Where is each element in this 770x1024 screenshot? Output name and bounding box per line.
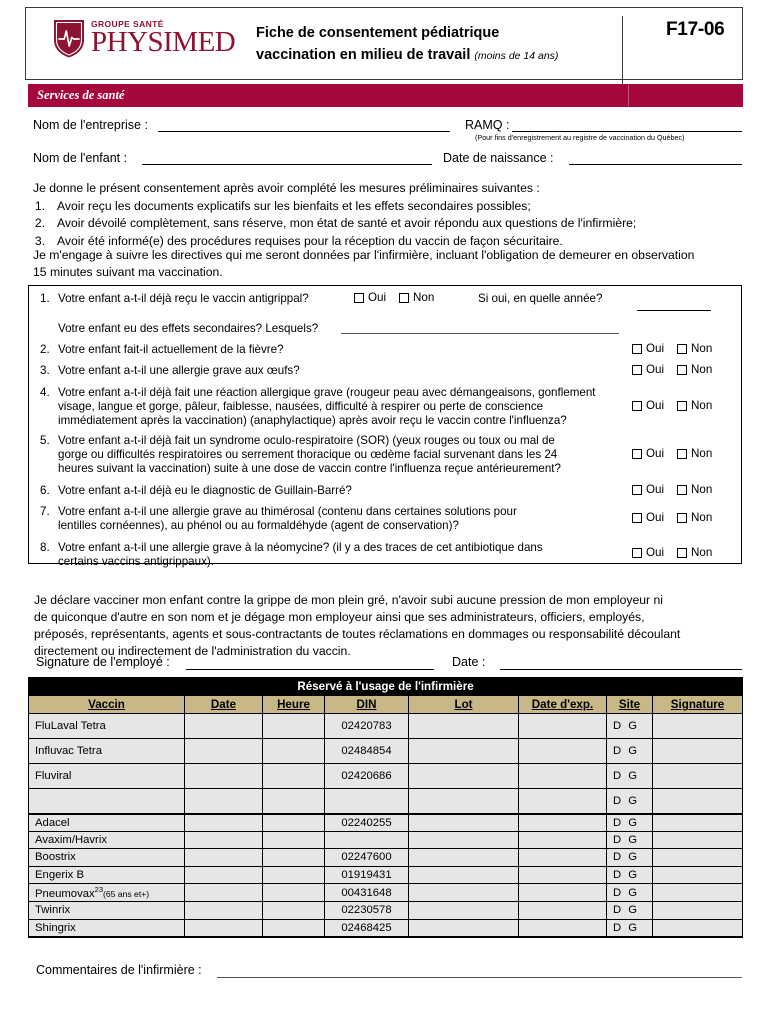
question-8-yes-checkbox[interactable]	[632, 548, 642, 558]
row-signature-cell[interactable]	[653, 739, 743, 764]
row-lot-cell[interactable]	[409, 884, 519, 902]
table-row	[29, 764, 743, 789]
row-heure-cell[interactable]	[263, 814, 325, 832]
row-din-value: 02230578	[325, 901, 409, 919]
row-date-cell[interactable]	[185, 849, 263, 867]
row-heure-cell[interactable]	[263, 866, 325, 884]
consent-item-number: 3.	[34, 233, 45, 248]
header-divider	[622, 16, 623, 88]
row-site-value[interactable]: D G	[607, 831, 653, 849]
row-heure-cell[interactable]	[263, 901, 325, 919]
nurse-comments-input[interactable]	[217, 977, 742, 978]
banner-tick-divider	[628, 85, 629, 106]
row-vaccin-name-pneumovax	[29, 884, 185, 902]
question-2-yes-checkbox[interactable]	[632, 344, 642, 354]
question-3-number: 3.	[40, 364, 50, 377]
question-8-number: 8.	[40, 541, 50, 554]
row-dateexp-cell[interactable]	[519, 919, 607, 937]
row-heure-cell[interactable]	[263, 919, 325, 937]
row-din-value[interactable]	[325, 831, 409, 849]
row-signature-cell[interactable]	[653, 884, 743, 902]
row-date-cell[interactable]	[185, 739, 263, 764]
question-5-no-checkbox[interactable]	[677, 449, 687, 459]
row-din-value[interactable]	[325, 789, 409, 814]
question-5-line1: Votre enfant a-t-il déjà fait un syndrome oculo-respiratoire (SOR) (yeux rouges ou toux ou mal de	[58, 434, 555, 447]
row-site-value[interactable]: D G	[607, 814, 653, 832]
row-lot-cell[interactable]	[409, 764, 519, 789]
question-7-no-label: Non	[691, 511, 713, 524]
question-7-answer-group[interactable]	[632, 511, 712, 524]
question-5-number: 5.	[40, 434, 50, 447]
question-4-yes-checkbox[interactable]	[632, 401, 642, 411]
consent-item-number: 1.	[34, 199, 45, 213]
question-8-no-checkbox[interactable]	[677, 548, 687, 558]
question-4-no-label: Non	[691, 399, 713, 412]
row-vaccin-name: Twinrix	[29, 901, 185, 919]
question-4-no-checkbox[interactable]	[677, 401, 687, 411]
ramq-note: (Pour fins d'enregistrement au registre de vaccination du Québec)	[475, 133, 685, 142]
question-6-no-label: Non	[691, 483, 713, 496]
table-row	[29, 831, 743, 849]
signature-date-label: Date :	[452, 655, 486, 669]
question-3-no-label: Non	[691, 363, 713, 376]
question-2-number: 2.	[40, 343, 50, 356]
col-header-date: Date	[185, 696, 263, 714]
consent-intro: Je donne le présent consentement après avoir complété les mesures préliminaires suivantes :	[33, 181, 540, 195]
question-4-answer-group[interactable]	[632, 399, 712, 412]
ramq-label: RAMQ :	[465, 118, 510, 132]
row-dateexp-cell[interactable]	[519, 764, 607, 789]
signature-date-input[interactable]	[500, 669, 742, 670]
question-7-no-checkbox[interactable]	[677, 513, 687, 523]
row-dateexp-cell[interactable]	[519, 714, 607, 739]
row-site-value[interactable]: D G	[607, 884, 653, 902]
row-date-cell[interactable]	[185, 901, 263, 919]
row-date-cell[interactable]	[185, 866, 263, 884]
col-header-din: DIN	[325, 696, 409, 714]
logo-tagline: GROUPE SANTÉ	[91, 18, 164, 29]
table-row	[29, 901, 743, 919]
row-date-cell[interactable]	[185, 884, 263, 902]
table-row	[29, 739, 743, 764]
birth-date-input[interactable]	[569, 164, 742, 165]
consent-item-text: Avoir été informé(e) des procédures requises pour la réception du vaccin de façon sécuritaire.	[57, 233, 563, 248]
row-date-cell[interactable]	[185, 831, 263, 849]
col-header-lot: Lot	[409, 696, 519, 714]
form-title-line2: vaccination en milieu de travail	[256, 47, 471, 64]
row-site-value[interactable]: D G	[607, 849, 653, 867]
row-lot-cell[interactable]	[409, 849, 519, 867]
row-signature-cell[interactable]	[653, 831, 743, 849]
question-1-side-effects-input[interactable]	[341, 333, 619, 334]
row-date-cell[interactable]	[185, 789, 263, 814]
question-3-no-checkbox[interactable]	[677, 365, 687, 375]
question-5-yes-checkbox[interactable]	[632, 449, 642, 459]
question-2-answer-group[interactable]	[632, 342, 712, 355]
question-7-line2: lentilles cornéennes), au phénol ou au formaldéhyde (agent de conservation)?	[58, 519, 459, 532]
row-site-value[interactable]: D G	[607, 901, 653, 919]
nurse-comments-label: Commentaires de l'infirmière :	[36, 963, 202, 977]
question-8-line1: Votre enfant a-t-il une allergie grave à la néomycine? (il y a des traces de cet antibiotique dans	[58, 541, 543, 554]
question-4-line1: Votre enfant a-t-il déjà fait une réaction allergique grave (rougeur peau avec démangeaisons, gonflement	[58, 386, 596, 399]
col-header-heure: Heure	[263, 696, 325, 714]
row-din-value: 02420686	[325, 764, 409, 789]
question-6-answer-group[interactable]	[632, 483, 712, 496]
row-date-cell[interactable]	[185, 714, 263, 739]
row-dateexp-cell[interactable]	[519, 789, 607, 814]
row-din-value: 02468425	[325, 919, 409, 937]
question-5-line2: gorge ou difficultés respiratoires ou serrement thoracique ou œdème facial survenant dans les 24	[58, 448, 558, 461]
consent-item-text: Avoir dévoilé complètement, sans réserve, mon état de santé et avoir répondu aux questions de l'infirmière;	[57, 216, 637, 231]
row-site-value[interactable]: D G	[607, 866, 653, 884]
row-dateexp-cell[interactable]	[519, 814, 607, 832]
row-dateexp-cell[interactable]	[519, 849, 607, 867]
table-row	[29, 884, 743, 902]
consent-engagement-line2: 15 minutes suivant ma vaccination.	[33, 265, 223, 279]
question-4-yes-label: Oui	[646, 399, 665, 412]
row-heure-cell[interactable]	[263, 764, 325, 789]
question-5-answer-group[interactable]	[632, 447, 712, 460]
row-signature-cell[interactable]	[653, 901, 743, 919]
row-heure-cell[interactable]	[263, 739, 325, 764]
question-4-line2: visage, langue et gorge, pâleur, faiblesse, nausées, difficulté à respirer ou perte de conscience	[58, 400, 544, 413]
question-6-yes-label: Oui	[646, 483, 665, 496]
row-din-value: 00431648	[325, 884, 409, 902]
row-vaccin-name: Fluviral	[29, 764, 185, 789]
row-signature-cell[interactable]	[653, 764, 743, 789]
question-2-no-label: Non	[691, 342, 713, 355]
child-name-input[interactable]	[142, 164, 432, 165]
question-5-line3: heures suivant la vaccination) suite à une dose de vaccin contre l'influenza reçue antérieurement?	[58, 462, 561, 475]
question-8-no-label: Non	[691, 546, 713, 559]
question-1-number: 1.	[40, 292, 50, 305]
child-name-label: Nom de l'enfant :	[33, 151, 128, 165]
row-dateexp-cell[interactable]	[519, 901, 607, 919]
row-lot-cell[interactable]	[409, 739, 519, 764]
physimed-logo	[52, 18, 235, 59]
row-site-value[interactable]: D G	[607, 789, 653, 814]
consent-list-item	[33, 215, 733, 232]
question-6-no-checkbox[interactable]	[677, 485, 687, 495]
pneumovax-note: (65 ans et+)	[103, 889, 150, 900]
consent-engagement-line1: Je m'engage à suivre les directives qui me seront données par l'infirmière, incluant l'obligation de demeurer en observation	[33, 248, 695, 262]
form-code: F17-06	[666, 19, 725, 40]
table-row	[29, 866, 743, 884]
row-vaccin-name: Avaxim/Havrix	[29, 831, 185, 849]
question-1-yes-label: Oui	[368, 291, 387, 304]
row-dateexp-cell[interactable]	[519, 866, 607, 884]
question-2-no-checkbox[interactable]	[677, 344, 687, 354]
pneumovax-superscript: 23	[94, 885, 103, 895]
ramq-input[interactable]	[512, 131, 742, 132]
row-lot-cell[interactable]	[409, 831, 519, 849]
row-vaccin-name: Boostrix	[29, 849, 185, 867]
form-title-subnote: (moins de 14 ans)	[474, 50, 559, 63]
declaration-line4: directement ou indirectement de l'administration du vaccin.	[34, 644, 351, 658]
birth-date-label: Date de naissance :	[443, 151, 554, 165]
header-box	[25, 7, 743, 80]
row-signature-cell[interactable]	[653, 789, 743, 814]
table-row	[29, 789, 743, 814]
col-header-vaccin: Vaccin	[29, 696, 185, 714]
services-banner-label: Services de santé	[37, 88, 125, 102]
row-lot-cell[interactable]	[409, 789, 519, 814]
consent-list-item	[33, 198, 733, 215]
nurse-table-banner-row	[29, 678, 743, 696]
question-3-yes-checkbox[interactable]	[632, 365, 642, 375]
col-header-signature: Signature	[653, 696, 743, 714]
row-heure-cell[interactable]	[263, 831, 325, 849]
form-title-line1: Fiche de consentement pédiatrique	[256, 25, 500, 41]
declaration-line3: préposés, représentants, agents et sous-contractants de toutes réclamations en dommages ou responsabilité découlant	[34, 627, 681, 641]
row-lot-cell[interactable]	[409, 714, 519, 739]
row-heure-cell[interactable]	[263, 849, 325, 867]
row-vaccin-name: Adacel	[29, 814, 185, 832]
question-8-yes-label: Oui	[646, 546, 665, 559]
question-6-number: 6.	[40, 484, 50, 497]
declaration-line2: de quiconque d'autre en son nom et je dégage mon employeur ainsi que ses administrateurs, officiers, employés,	[34, 610, 645, 624]
row-signature-cell[interactable]	[653, 919, 743, 937]
services-banner	[28, 84, 743, 107]
question-1-answer-group[interactable]	[354, 291, 434, 304]
question-2-text: Votre enfant fait-il actuellement de la fièvre?	[58, 343, 284, 356]
row-vaccin-name: Shingrix	[29, 919, 185, 937]
col-header-date-exp: Date d'exp.	[519, 696, 607, 714]
consent-list	[33, 198, 733, 250]
question-8-line2: certains vaccins antigrippaux).	[58, 555, 214, 568]
form-title	[256, 22, 626, 67]
row-vaccin-name: FluLaval Tetra	[29, 714, 185, 739]
col-header-site: Site	[607, 696, 653, 714]
question-4-line3: immédiatement après la vaccination) (anaphylactique) après avoir reçu le vaccin contre l'influenza?	[58, 414, 567, 427]
row-site-value[interactable]: D G	[607, 714, 653, 739]
consent-item-text: Avoir reçu les documents explicatifs sur les bienfaits et les effets secondaires possibles;	[57, 199, 531, 213]
question-1-yes-checkbox[interactable]	[354, 293, 364, 303]
row-signature-cell[interactable]	[653, 849, 743, 867]
row-lot-cell[interactable]	[409, 814, 519, 832]
row-date-cell[interactable]	[185, 919, 263, 937]
question-1-no-label: Non	[413, 291, 435, 304]
question-1-year-label: Si oui, en quelle année?	[478, 292, 603, 305]
question-3-text: Votre enfant a-t-il une allergie grave aux œufs?	[58, 364, 300, 377]
employee-signature-input[interactable]	[186, 669, 434, 670]
row-lot-cell[interactable]	[409, 901, 519, 919]
row-date-cell[interactable]	[185, 764, 263, 789]
nurse-table-banner: Réservé à l'usage de l'infirmière	[29, 678, 743, 696]
question-7-line1: Votre enfant a-t-il une allergie grave au thimérosal (contenu dans certaines solutions pour	[58, 505, 517, 518]
table-row	[29, 849, 743, 867]
question-5-yes-label: Oui	[646, 447, 665, 460]
row-din-value: 02484854	[325, 739, 409, 764]
question-1-side-effects-label: Votre enfant eu des effets secondaires? Lesquels?	[58, 322, 319, 335]
employee-signature-label: Signature de l'employé :	[36, 655, 170, 669]
row-site-value[interactable]: D G	[607, 764, 653, 789]
question-8-answer-group[interactable]	[632, 546, 712, 559]
company-name-label: Nom de l'entreprise :	[33, 118, 148, 132]
row-site-value[interactable]: D G	[607, 739, 653, 764]
question-3-yes-label: Oui	[646, 363, 665, 376]
question-1-text: Votre enfant a-t-il déjà reçu le vaccin antigrippal?	[58, 292, 309, 305]
question-6-yes-checkbox[interactable]	[632, 485, 642, 495]
pneumovax-name: Pneumovax	[35, 888, 95, 901]
question-2-yes-label: Oui	[646, 342, 665, 355]
row-heure-cell[interactable]	[263, 884, 325, 902]
question-6-text: Votre enfant a-t-il déjà eu le diagnostic de Guillain-Barré?	[58, 484, 352, 497]
row-heure-cell[interactable]	[263, 714, 325, 739]
question-1-year-input[interactable]	[637, 310, 711, 311]
table-row	[29, 714, 743, 739]
table-row	[29, 814, 743, 832]
row-lot-cell[interactable]	[409, 866, 519, 884]
nurse-table-header-row	[29, 696, 743, 714]
table-row	[29, 919, 743, 937]
question-7-yes-label: Oui	[646, 511, 665, 524]
row-dateexp-cell[interactable]	[519, 739, 607, 764]
row-dateexp-cell[interactable]	[519, 884, 607, 902]
row-din-value: 02420783	[325, 714, 409, 739]
company-name-input[interactable]	[158, 131, 450, 132]
row-signature-cell[interactable]	[653, 866, 743, 884]
declaration-line1: Je déclare vacciner mon enfant contre la grippe de mon plein gré, n'avoir subi aucune pression de mon employeur ni	[34, 593, 663, 607]
question-3-answer-group[interactable]	[632, 363, 712, 376]
question-4-number: 4.	[40, 386, 50, 399]
row-signature-cell[interactable]	[653, 814, 743, 832]
row-lot-cell[interactable]	[409, 919, 519, 937]
question-5-no-label: Non	[691, 447, 713, 460]
consent-item-number: 2.	[34, 216, 45, 231]
logo-wordmark: PHYSIMED	[91, 26, 236, 59]
row-din-value: 02247600	[325, 849, 409, 867]
row-din-value: 01919431	[325, 866, 409, 884]
nurse-use-table	[28, 677, 742, 938]
row-site-value[interactable]: D G	[607, 919, 653, 937]
row-heure-cell[interactable]	[263, 789, 325, 814]
shield-icon	[52, 18, 86, 59]
question-7-yes-checkbox[interactable]	[632, 513, 642, 523]
question-1-no-checkbox[interactable]	[399, 293, 409, 303]
row-vaccin-name[interactable]	[29, 789, 185, 814]
row-din-value: 02240255	[325, 814, 409, 832]
row-signature-cell[interactable]	[653, 714, 743, 739]
row-dateexp-cell[interactable]	[519, 831, 607, 849]
row-date-cell[interactable]	[185, 814, 263, 832]
row-vaccin-name: Engerix B	[29, 866, 185, 884]
question-7-number: 7.	[40, 505, 50, 518]
row-vaccin-name: Influvac Tetra	[29, 739, 185, 764]
